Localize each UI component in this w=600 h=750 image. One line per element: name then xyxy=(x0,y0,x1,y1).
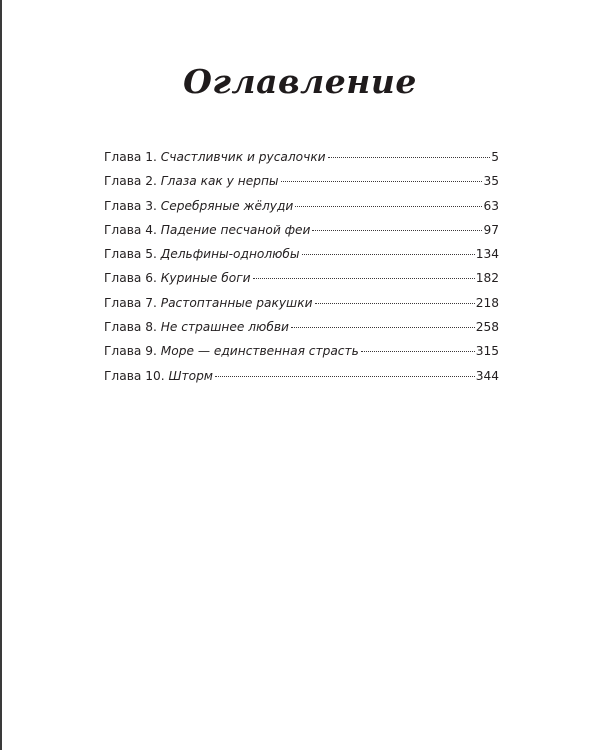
page-edge xyxy=(0,0,2,750)
toc-entry xyxy=(104,315,499,339)
page-number: 218 xyxy=(475,295,499,310)
chapter-number: Глава 6. xyxy=(104,271,157,286)
chapter-title: Не страшнее любви xyxy=(160,320,289,335)
table-of-contents xyxy=(104,145,499,388)
page-number: 344 xyxy=(475,368,499,383)
chapter-number: Глава 9. xyxy=(104,344,157,359)
page-number: 5 xyxy=(491,150,499,164)
toc-entry xyxy=(104,169,499,193)
toc-entry xyxy=(104,364,499,388)
chapter-title: Серебряные жёлуди xyxy=(160,198,294,213)
chapter-title: Море — единственная страсть xyxy=(160,344,359,359)
dot-leader xyxy=(361,351,475,352)
chapter-number: Глава 10. xyxy=(104,368,165,383)
page-number: 97 xyxy=(483,222,499,237)
page-number: 182 xyxy=(475,271,499,286)
page-title: Оглавление xyxy=(183,62,417,101)
chapter-number: Глава 2. xyxy=(104,174,157,189)
dot-leader xyxy=(295,206,482,207)
chapter-title: Падение песчаной феи xyxy=(160,222,311,237)
chapter-title: Дельфины-однолюбы xyxy=(160,247,300,262)
page-number: 63 xyxy=(483,198,499,213)
chapter-number: Глава 4. xyxy=(104,222,157,237)
chapter-title: Счастливчик и русалочки xyxy=(160,150,326,164)
toc-entry xyxy=(104,291,499,315)
page-number: 258 xyxy=(475,320,499,335)
chapter-number: Глава 1. xyxy=(104,150,157,164)
chapter-title: Растоптанные ракушки xyxy=(160,295,313,310)
chapter-title: Куриные боги xyxy=(160,271,251,286)
toc-entry xyxy=(104,266,499,290)
toc-entry xyxy=(104,218,499,242)
dot-leader xyxy=(312,230,482,231)
toc-entry xyxy=(104,194,499,218)
chapter-number: Глава 7. xyxy=(104,295,157,310)
toc-entry xyxy=(104,242,499,266)
dot-leader xyxy=(215,376,475,377)
dot-leader xyxy=(253,278,475,279)
dot-leader xyxy=(291,327,475,328)
chapter-title: Шторм xyxy=(168,368,214,383)
page-number: 134 xyxy=(475,247,499,262)
dot-leader xyxy=(315,303,475,304)
dot-leader xyxy=(302,254,475,255)
page-number: 315 xyxy=(475,344,499,359)
chapter-number: Глава 3. xyxy=(104,198,157,213)
toc-entry xyxy=(104,339,499,363)
dot-leader xyxy=(281,181,483,182)
dot-leader xyxy=(328,157,491,158)
chapter-number: Глава 8. xyxy=(104,320,157,335)
chapter-number: Глава 5. xyxy=(104,247,157,262)
chapter-title: Глаза как у нерпы xyxy=(160,174,279,189)
page-number: 35 xyxy=(483,174,499,189)
toc-entry xyxy=(104,145,499,169)
